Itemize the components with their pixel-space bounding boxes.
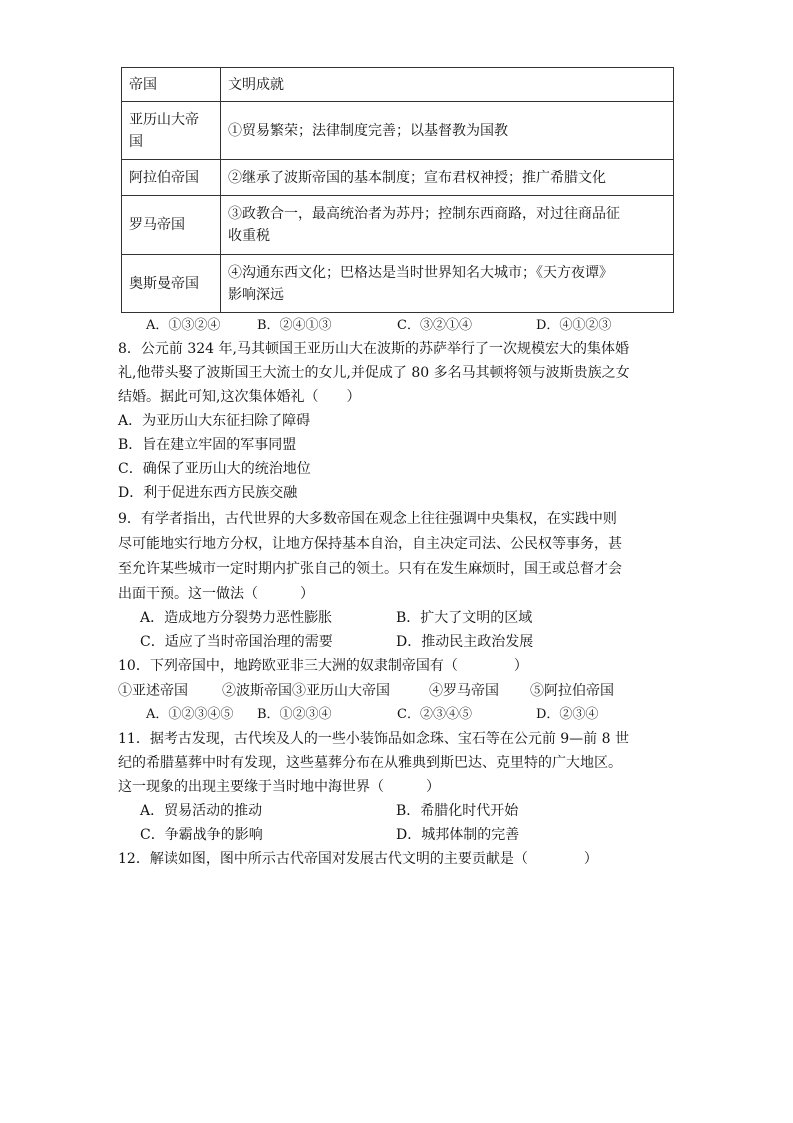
empire-cell: 阿拉伯帝国 bbox=[122, 160, 221, 196]
q7-option-a[interactable]: A．①③②④ bbox=[146, 318, 221, 333]
table-row bbox=[122, 160, 674, 196]
header-empire: 帝国 bbox=[122, 68, 221, 102]
q11-stem-line: 纪的希腊墓葬中时有发现，这些墓葬分布在从雅典到斯巴达、克里特的广大地区。 bbox=[118, 755, 622, 771]
q10-option-b[interactable]: B．①②③④ bbox=[257, 707, 332, 722]
q8-stem-line: 结婚。据此可知,这次集体婚礼（ ） bbox=[118, 389, 361, 405]
empire-cell: 奥斯曼帝国 bbox=[122, 255, 221, 313]
q9-stem-line: 9．有学者指出，古代世界的大多数帝国在观念上往往强调中央集权，在实践中则 bbox=[118, 511, 617, 527]
q11-option-b[interactable]: B．希腊化时代开始 bbox=[396, 803, 519, 819]
table-header-row bbox=[122, 68, 674, 102]
q9-stem-line: 至允许某些城市一定时期内扩张自己的领土。只有在发生麻烦时，国王或总督才会 bbox=[118, 561, 622, 577]
q11-stem-line: 11．据考古发现，古代埃及人的一些小装饰品如念珠、宝石等在公元前 9—前 8 世 bbox=[118, 731, 629, 747]
empire-achievement-table bbox=[121, 67, 674, 313]
q11-option-a[interactable]: A．贸易活动的推动 bbox=[140, 803, 263, 819]
q9-option-d[interactable]: D．推动民主政治发展 bbox=[396, 634, 534, 650]
q7-option-c[interactable]: C．③②①④ bbox=[397, 318, 472, 333]
q10-option-d[interactable]: D．②③④ bbox=[536, 707, 599, 722]
achievement-cell: ①贸易繁荣；法律制度完善；以基督教为国教 bbox=[221, 102, 674, 160]
q7-option-b[interactable]: B．②④①③ bbox=[257, 318, 332, 333]
q11-option-c[interactable]: C．争霸战争的影响 bbox=[140, 827, 263, 843]
q9-option-b[interactable]: B．扩大了文明的区域 bbox=[396, 610, 533, 626]
q10-option-a[interactable]: A．①②③④⑤ bbox=[146, 707, 234, 722]
achievement-cell: ②继承了波斯帝国的基本制度；宣布君权神授；推广希腊文化 bbox=[221, 160, 674, 196]
q10-item-1: ①亚述帝国 bbox=[118, 683, 188, 699]
q8-option-a[interactable]: A．为亚历山大东征扫除了障碍 bbox=[118, 413, 311, 429]
q10-stem: 10．下列帝国中，地跨欧亚非三大洲的奴隶制帝国有（ ） bbox=[118, 658, 528, 674]
q11-option-d[interactable]: D．城邦体制的完善 bbox=[396, 827, 520, 843]
table-row bbox=[122, 255, 674, 313]
achievement-cell: ③政教合一，最高统治者为苏丹；控制东西商路，对过往商品征 收重税 bbox=[221, 196, 674, 255]
q8-option-d[interactable]: D．利于促进东西方民族交融 bbox=[118, 485, 298, 501]
table-row bbox=[122, 196, 674, 255]
q10-item-5: ⑤阿拉伯帝国 bbox=[530, 683, 614, 699]
q9-option-c[interactable]: C．适应了当时帝国治理的需要 bbox=[140, 634, 333, 650]
q8-stem-line: 礼,他带头娶了波斯国王大流士的女儿,并促成了 80 多名马其顿将领与波斯贵族之女 bbox=[118, 365, 630, 381]
empire-cell: 亚历山大帝 国 bbox=[122, 102, 221, 160]
table-row bbox=[122, 102, 674, 160]
q11-stem-line: 这一现象的出现主要缘于当时地中海世界（ ） bbox=[118, 779, 440, 795]
q12-stem: 12．解读如图，图中所示古代帝国对发展古代文明的主要贡献是（ ） bbox=[118, 851, 598, 867]
q9-option-a[interactable]: A．造成地方分裂势力恶性膨胀 bbox=[140, 610, 333, 626]
q9-stem-line: 尽可能地实行地方分权，让地方保持基本自治，自主决定司法、公民权等事务，甚 bbox=[118, 536, 622, 552]
q10-item-2-3: ②波斯帝国③亚历山大帝国 bbox=[222, 683, 390, 699]
q10-option-c[interactable]: C．②③④⑤ bbox=[397, 707, 472, 722]
empire-cell: 罗马帝国 bbox=[122, 196, 221, 255]
header-achievement: 文明成就 bbox=[221, 68, 674, 102]
q10-item-4: ④罗马帝国 bbox=[429, 683, 499, 699]
q8-option-b[interactable]: B．旨在建立牢固的军事同盟 bbox=[118, 437, 297, 453]
achievement-cell: ④沟通东西文化；巴格达是当时世界知名大城市；《天方夜谭》 影响深远 bbox=[221, 255, 674, 313]
q8-option-c[interactable]: C．确保了亚历山大的统治地位 bbox=[118, 461, 311, 477]
q9-stem-line: 出面干预。这一做法（ ） bbox=[118, 586, 314, 602]
q7-option-d[interactable]: D．④①②③ bbox=[536, 318, 612, 333]
q8-stem-line: 8．公元前 324 年,马其顿国王亚历山大在波斯的苏萨举行了一次规模宏大的集体婚 bbox=[118, 341, 629, 357]
